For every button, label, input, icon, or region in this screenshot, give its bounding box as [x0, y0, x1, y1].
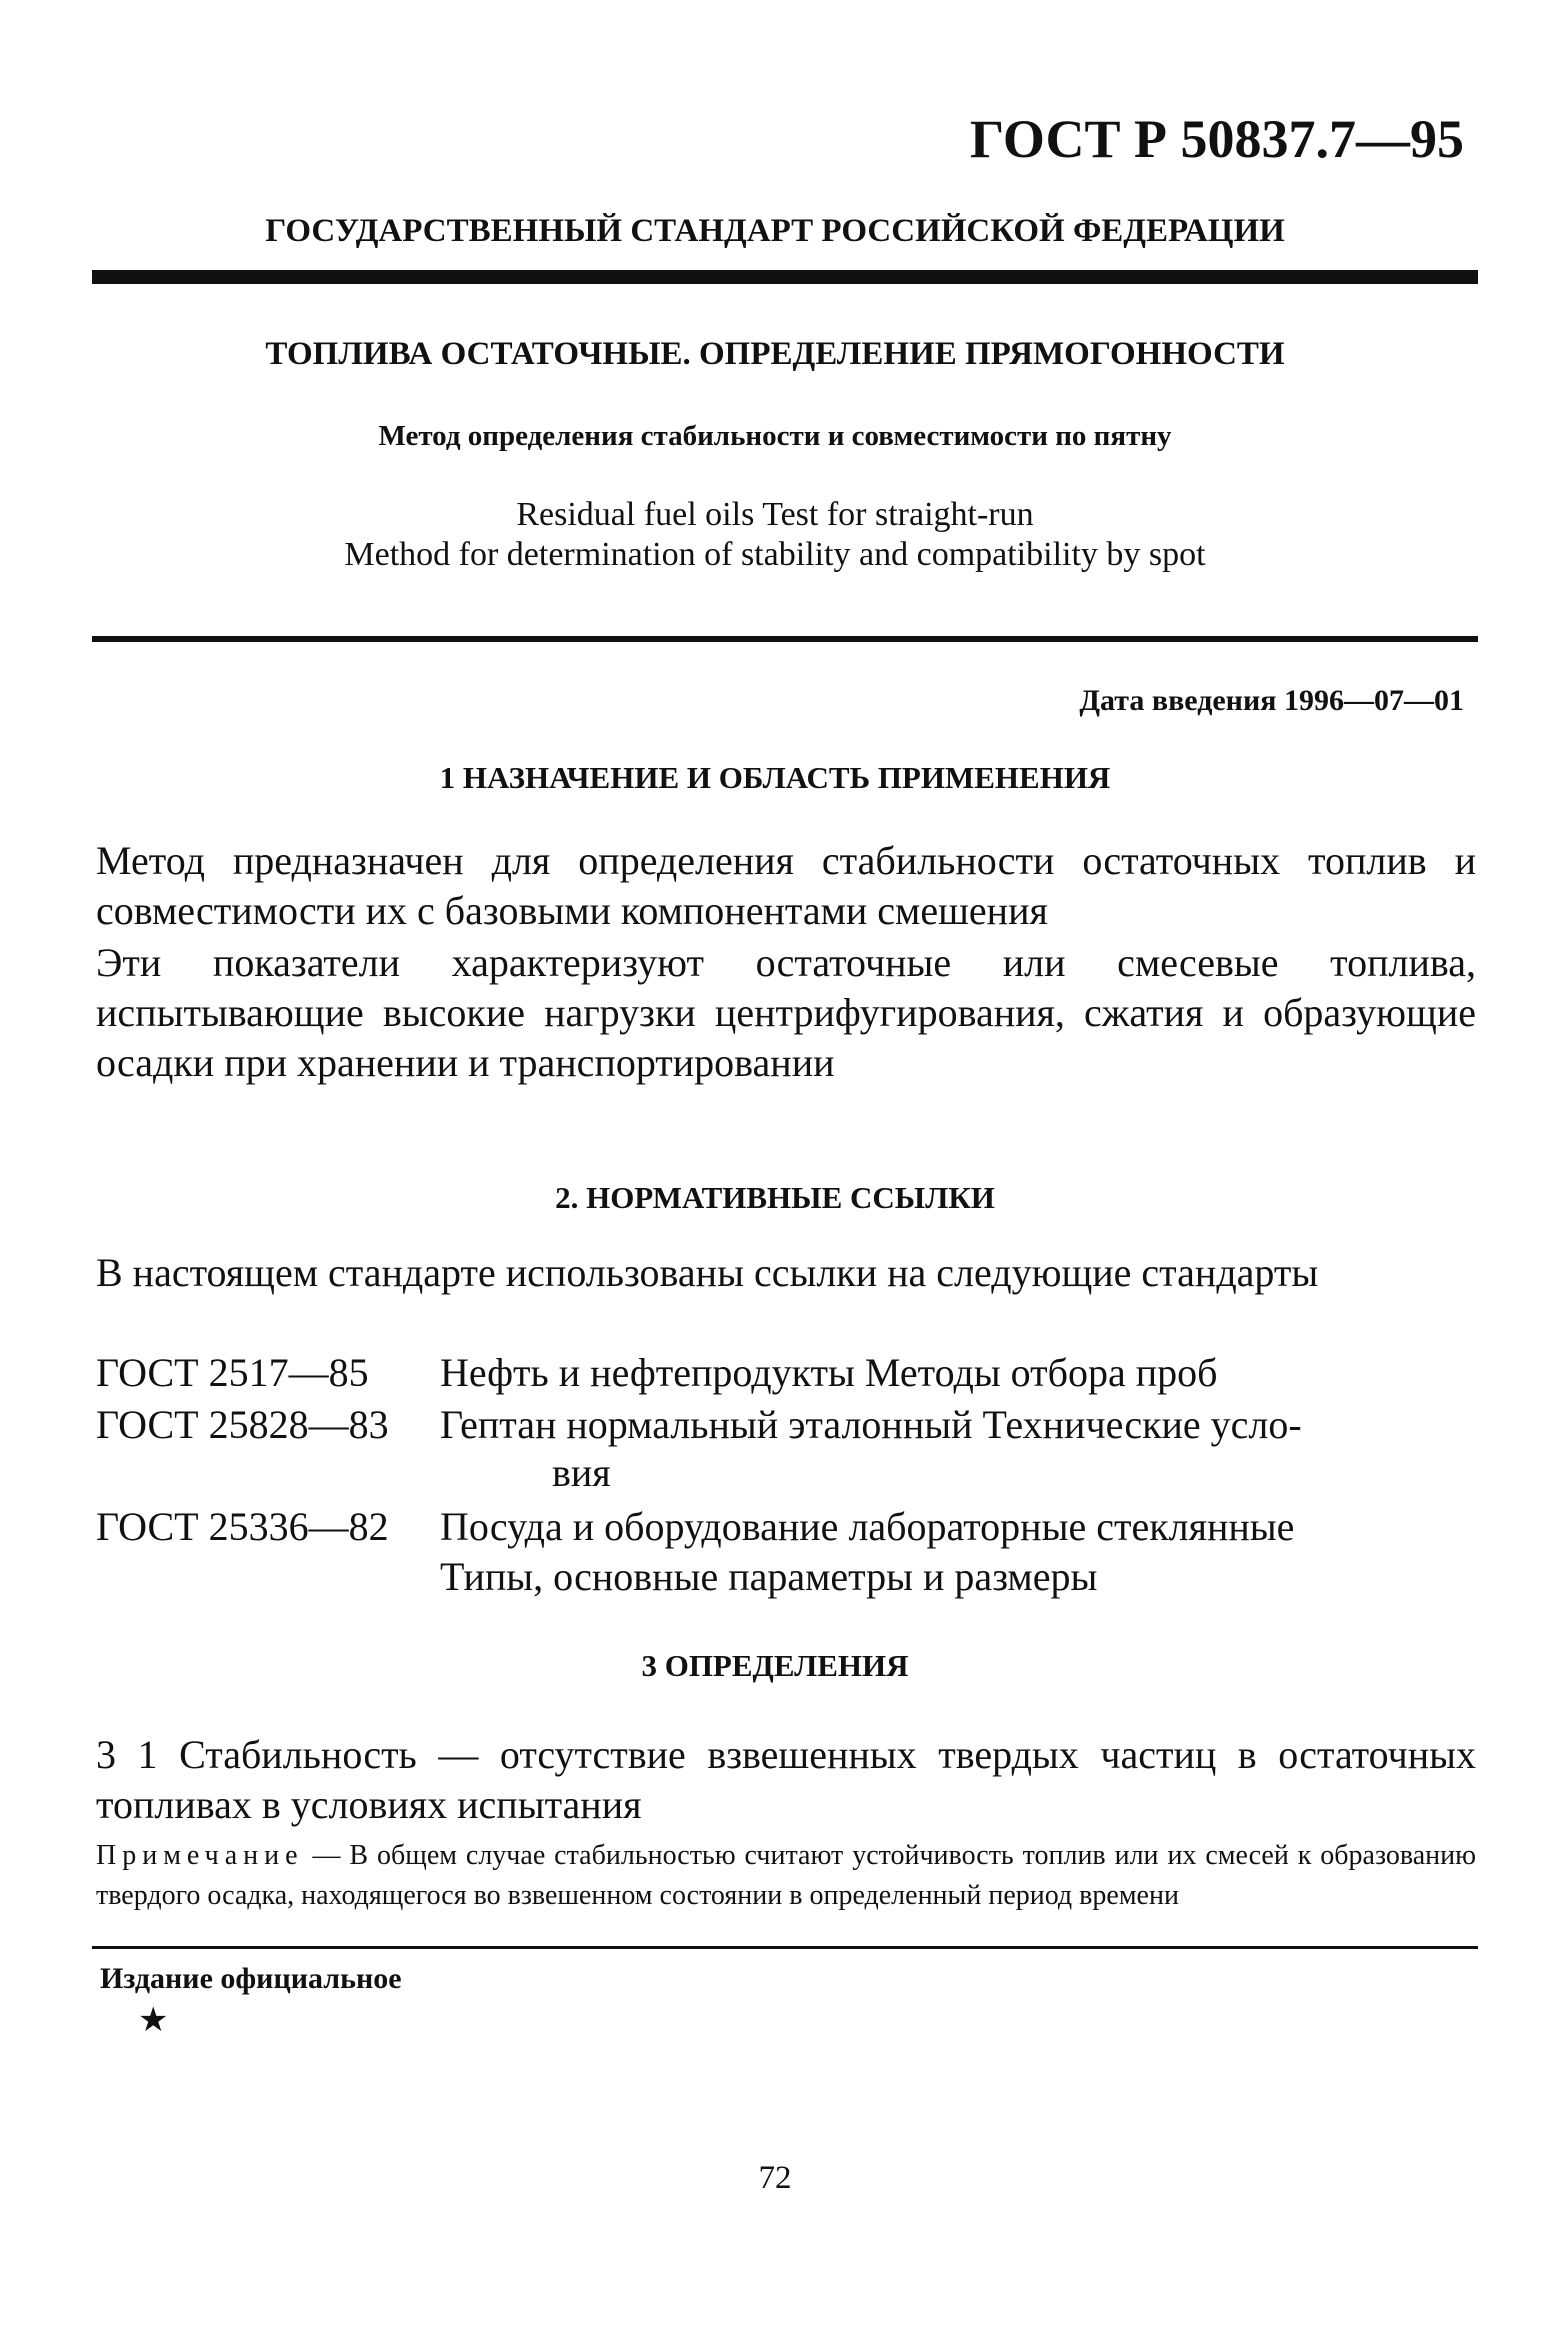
date-label: Дата введения: [1079, 684, 1277, 717]
star-icon: ★: [138, 2002, 169, 2039]
header-rule: [92, 270, 1478, 284]
official-edition-label: Издание официальное: [100, 1962, 402, 1995]
date-value: 1996—07—01: [1284, 684, 1464, 717]
reference-title: Нефть и нефтепродукты Методы отбора проб: [440, 1350, 1218, 1395]
reference-title-continued: Типы, основные параметры и размеры: [440, 1554, 1098, 1599]
reference-title: Посуда и оборудование лабораторные стеклянные: [440, 1504, 1295, 1549]
page-number: 72: [758, 2160, 792, 2196]
section-1-paragraph-2: Эти показатели характеризуют остаточные или смесевые топлива, испытывающие высокие нагрузки центрифугирования, сжатия и образующие осадки при хранении и транспортировании: [96, 940, 1476, 1085]
reference-code: ГОСТ 2517—85: [96, 1350, 369, 1395]
section-2-intro: В настоящем стандарте использованы ссылки на следующие стандарты: [96, 1250, 1319, 1295]
english-title-line-2: Method for determination of stability and compatibility by spot: [344, 536, 1206, 573]
reference-code: ГОСТ 25828—83: [96, 1402, 389, 1447]
section-2-heading: 2. НОРМАТИВНЫЕ ССЫЛКИ: [555, 1180, 995, 1215]
reference-title: Гептан нормальный эталонный Технические усло-: [440, 1402, 1302, 1447]
document-subtitle: Метод определения стабильности и совместимости по пятну: [378, 420, 1172, 452]
section-3-heading: 3 ОПРЕДЕЛЕНИЯ: [641, 1648, 909, 1683]
definition-stability: 3 1 Стабильность — отсутствие взвешенных твердых частиц в остаточных топливах в условиях испытания: [96, 1732, 1476, 1827]
reference-title-continued: вия: [552, 1450, 611, 1495]
title-rule: [92, 636, 1478, 642]
agency-heading: ГОСУДАРСТВЕННЫЙ СТАНДАРТ РОССИЙСКОЙ ФЕДЕРАЦИИ: [265, 213, 1285, 249]
footer-rule: [92, 1946, 1478, 1949]
reference-code: ГОСТ 25336—82: [96, 1504, 389, 1549]
section-1-heading: 1 НАЗНАЧЕНИЕ И ОБЛАСТЬ ПРИМЕНЕНИЯ: [439, 760, 1111, 795]
note-label: Примечание: [96, 1840, 304, 1871]
introduction-date: [1079, 684, 1464, 718]
section-1-paragraph-1: Метод предназначен для определения стабильности остаточных топлив и совместимости их с базовыми компонентами смешения: [96, 838, 1476, 933]
document-title: ТОПЛИВА ОСТАТОЧНЫЕ. ОПРЕДЕЛЕНИЕ ПРЯМОГОННОСТИ: [265, 336, 1285, 372]
english-title-line-1: Residual fuel oils Test for straight-run: [516, 496, 1034, 533]
document-code: ГОСТ Р 50837.7—95: [969, 109, 1464, 169]
note: [96, 1836, 1476, 1916]
note-text: — В общем случае стабильностью считают устойчивость топлив или их смесей к образованию твердого осадка, находящегося во взвешенном состоянии в определенный период времени: [96, 1840, 1477, 1911]
